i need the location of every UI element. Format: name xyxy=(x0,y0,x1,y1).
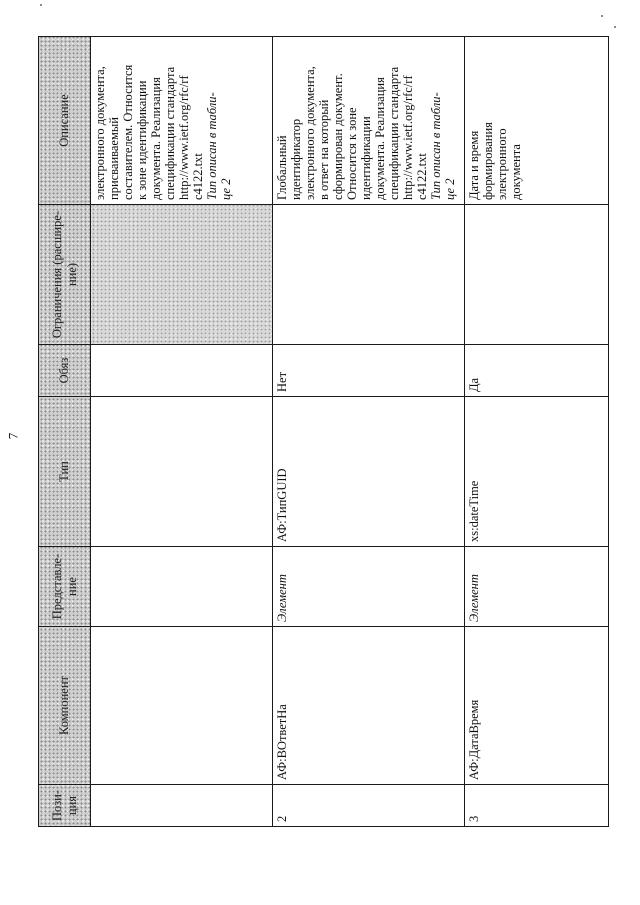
description-line: документа xyxy=(509,144,523,200)
cell-position xyxy=(91,785,273,827)
description-line: Дата и время xyxy=(467,130,481,200)
description-line: электронного документа, xyxy=(93,66,107,200)
description-line: http://www.ietf.org/rfc/rf xyxy=(401,75,415,200)
cell-constraints xyxy=(273,205,465,345)
description-line: спецификации стандарта xyxy=(387,66,401,200)
table-row xyxy=(91,37,273,827)
cell-representation: Элемент xyxy=(273,547,465,627)
cell-representation: Элемент xyxy=(465,547,609,627)
description-line: составителем. Относится xyxy=(121,64,135,200)
header-constraints: Ограничения (расшире-ние) xyxy=(39,205,91,345)
cell-position: 3 xyxy=(465,785,609,827)
cell-description xyxy=(91,37,273,205)
cell-type: xs:dateTime xyxy=(465,397,609,547)
description-line: идентификации xyxy=(359,116,373,200)
table-row xyxy=(273,37,465,827)
description-line: Глобальный xyxy=(275,135,289,200)
header-representation: Представле-ние xyxy=(39,547,91,627)
header-required: Обяз xyxy=(39,345,91,397)
rotated-table-container xyxy=(38,37,608,827)
cell-component: АФ:ДатаВремя xyxy=(465,627,609,785)
cell-required: Нет xyxy=(273,345,465,397)
scan-speck xyxy=(40,4,42,6)
cell-constraints xyxy=(91,205,273,345)
cell-required: Да xyxy=(465,345,609,397)
cell-type: АФ:ТипGUID xyxy=(273,397,465,547)
header-component: Компонент xyxy=(39,627,91,785)
description-type-note: Тип описан в табли- xyxy=(205,92,219,200)
description-type-note: Тип описан в табли- xyxy=(429,92,443,200)
header-row xyxy=(39,37,91,827)
description-line: документа. Реализация xyxy=(149,77,163,200)
scan-speck xyxy=(601,15,603,17)
description-line: электронного документа, xyxy=(303,66,317,200)
header-position: Пози-ция xyxy=(39,785,91,827)
cell-description xyxy=(273,37,465,205)
description-line: идентификатор xyxy=(289,118,303,200)
cell-component xyxy=(91,627,273,785)
description-line: к зоне идентификации xyxy=(135,80,149,200)
page-number: 7 xyxy=(5,432,21,440)
description-line: формирования xyxy=(481,122,495,200)
description-line: http://www.ietf.org/rfc/rf xyxy=(177,75,191,200)
scan-speck xyxy=(614,26,616,28)
description-line: спецификации стандарта xyxy=(163,66,177,200)
description-line: c4122.txt xyxy=(191,153,205,200)
table-row xyxy=(465,37,609,827)
cell-constraints xyxy=(465,205,609,345)
description-line: Относится к зоне xyxy=(345,107,359,200)
description-line: в ответ на который xyxy=(317,99,331,200)
description-line: присваиваемый xyxy=(107,117,121,200)
description-line: сформирован документ. xyxy=(331,73,345,200)
cell-type xyxy=(91,397,273,547)
spec-table xyxy=(38,36,609,827)
description-line: c4122.txt xyxy=(415,153,429,200)
cell-component: АФ:ВОтветНа xyxy=(273,627,465,785)
header-description: Описание xyxy=(39,37,91,205)
header-type: Тип xyxy=(39,397,91,547)
description-line: документа. Реализация xyxy=(373,77,387,200)
cell-position: 2 xyxy=(273,785,465,827)
description-line: электронного xyxy=(495,128,509,200)
description-type-note: це 2 xyxy=(219,178,233,200)
cell-description xyxy=(465,37,609,205)
cell-representation xyxy=(91,547,273,627)
cell-required xyxy=(91,345,273,397)
description-type-note: це 2 xyxy=(443,178,457,200)
